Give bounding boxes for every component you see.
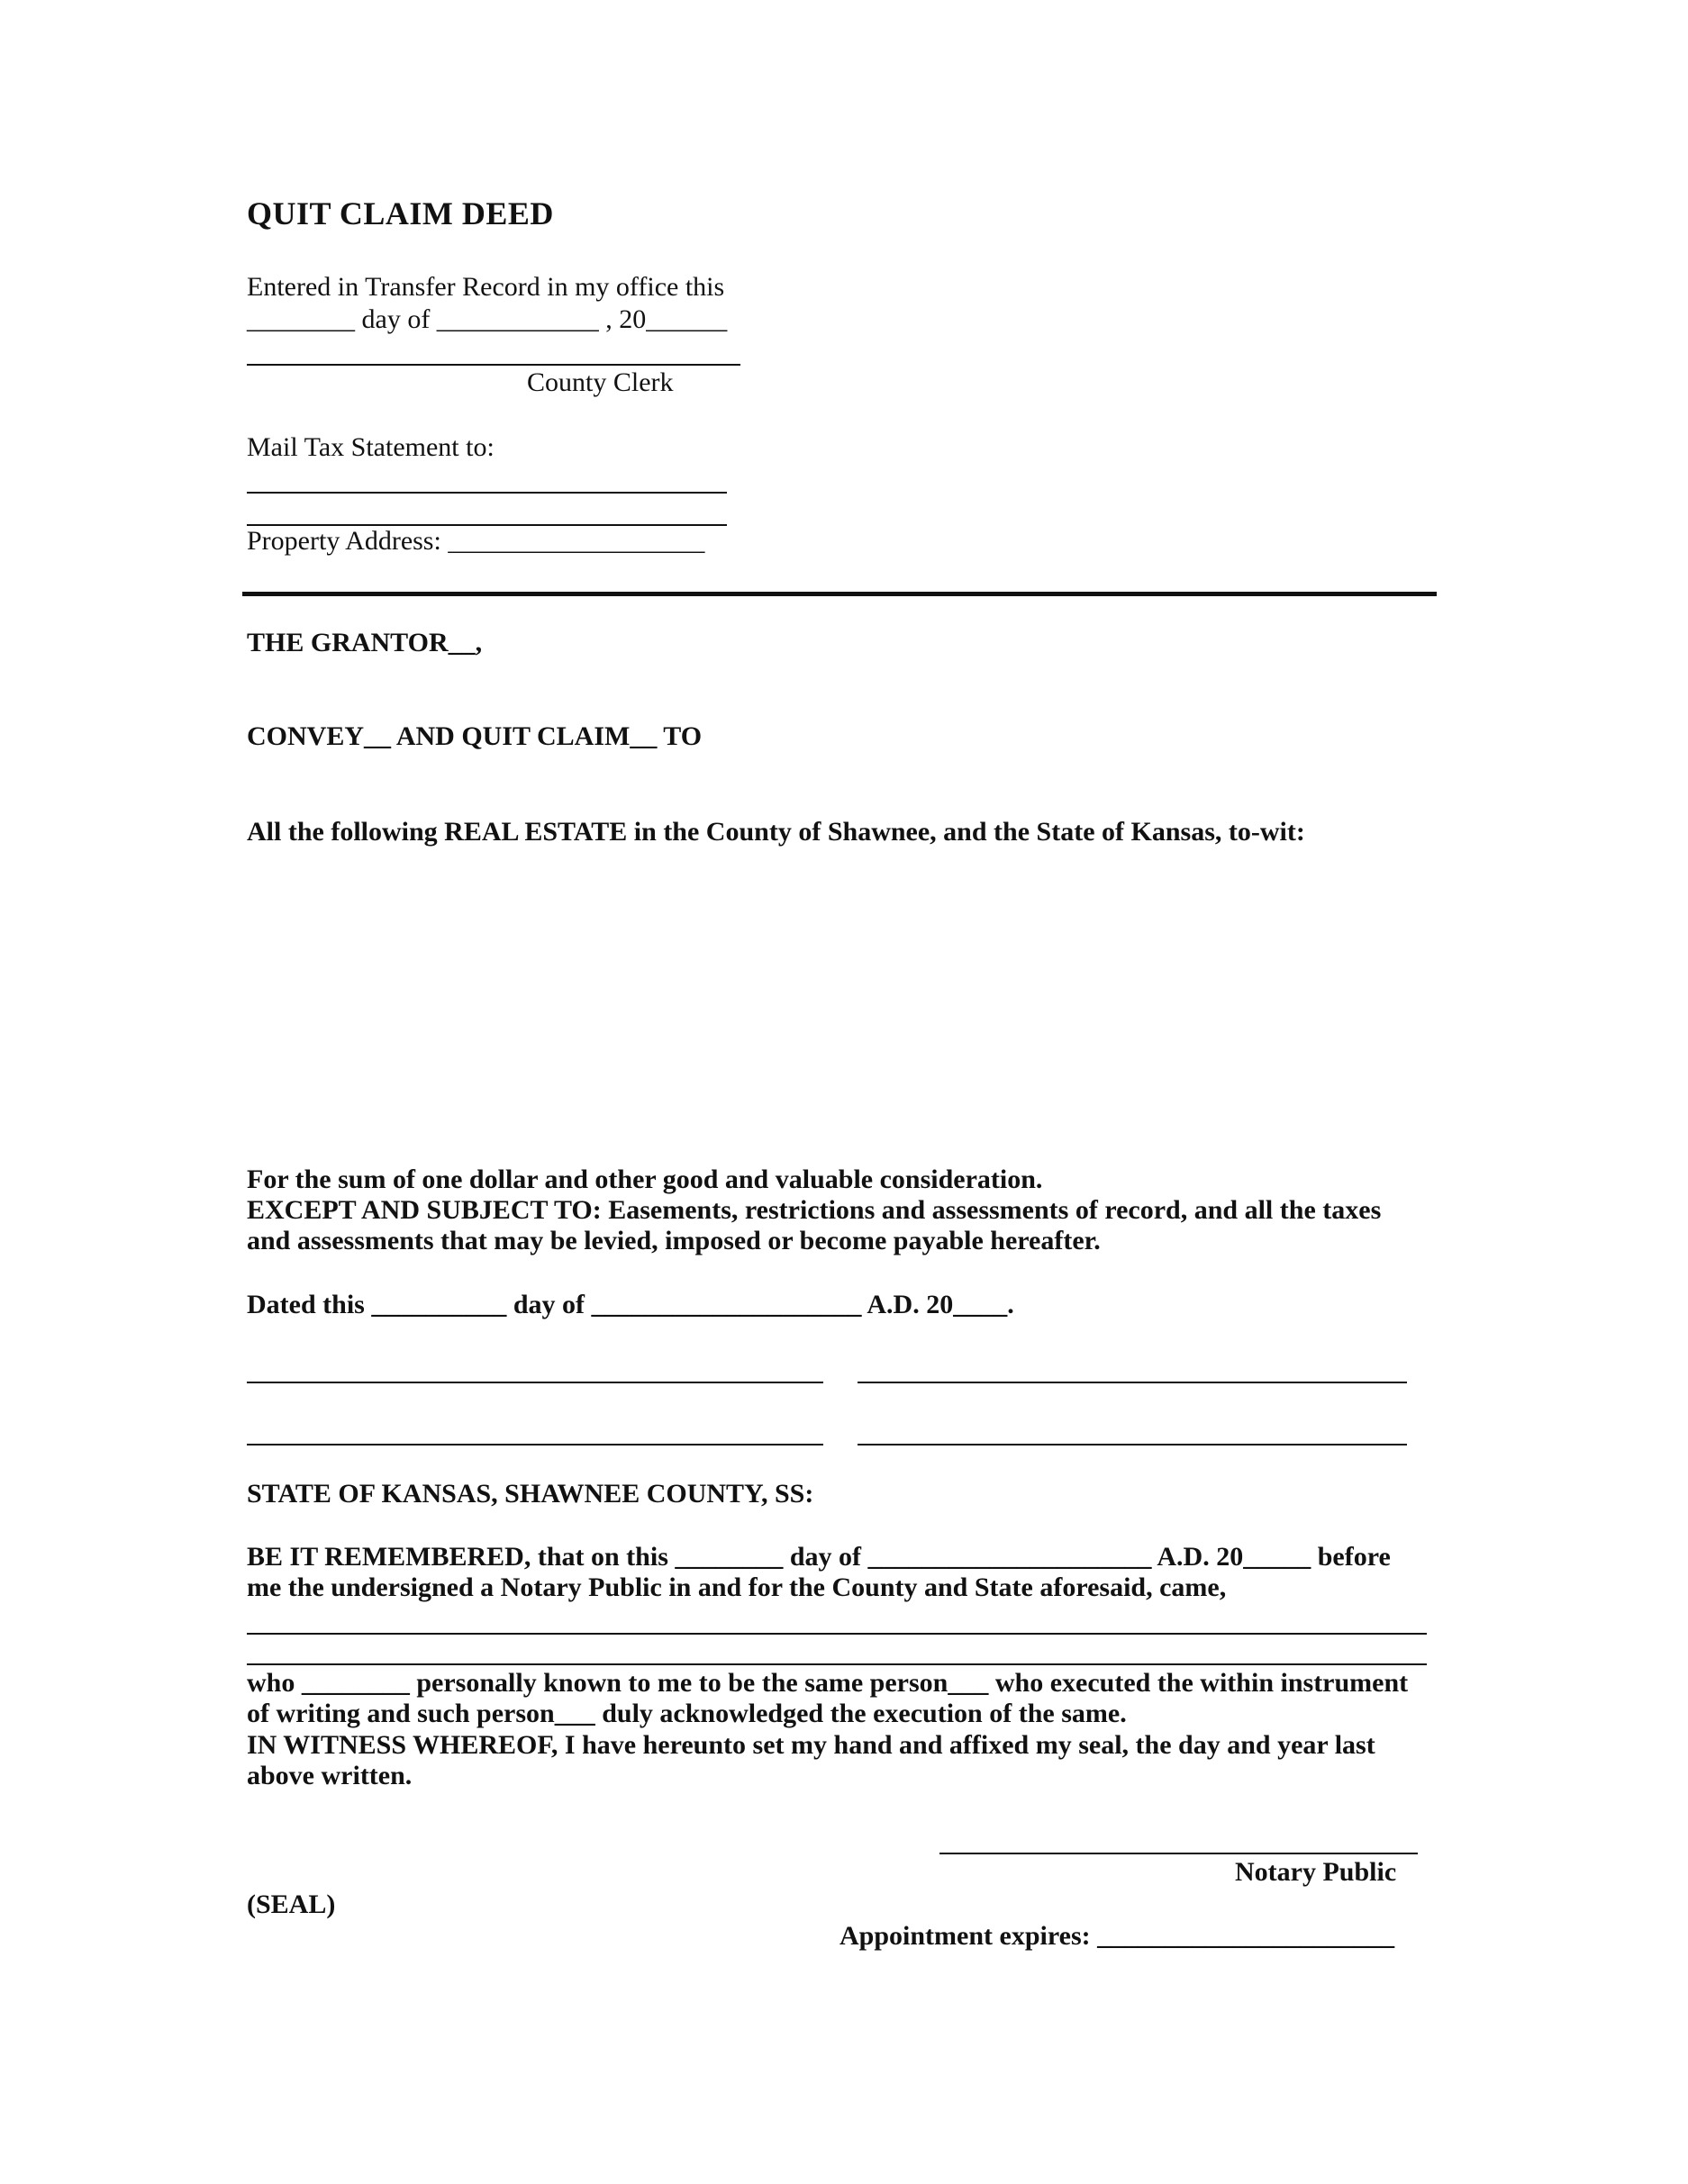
grantor-signature-line-2-left [247, 1444, 823, 1445]
be-it-remembered-line1: BE IT REMEMBERED, that on this ________ day of _____________________ A.D. 20_____ before [247, 1542, 1391, 1572]
in-witness-whereof-line1: IN WITNESS WHEREOF, I have hereunto set my hand and affixed my seal, the day and year last [247, 1730, 1375, 1760]
grantor-text: THE GRANTOR__, [247, 628, 483, 657]
in-witness-whereof-line2: above written. [247, 1761, 413, 1790]
state-county-heading: STATE OF KANSAS, SHAWNEE COUNTY, SS: [247, 1479, 814, 1509]
grantor-signature-line-1-right [858, 1382, 1407, 1383]
except-subject-to-line2: and assessments that may be levied, imposed or become payable hereafter. [247, 1226, 1101, 1255]
seal-label: (SEAL) [247, 1889, 336, 1919]
document-title: QUIT CLAIM DEED [247, 195, 554, 231]
notary-public-label: Notary Public [1235, 1857, 1397, 1887]
county-clerk-label: County Clerk [527, 367, 674, 397]
grantee-name-line-2 [247, 1663, 1427, 1665]
mail-tax-statement-label: Mail Tax Statement to: [247, 432, 495, 462]
convey-text: CONVEY__ AND QUIT CLAIM__ TO [247, 721, 703, 751]
grantor-signature-line-2-right [858, 1444, 1407, 1445]
personally-known-line: who ________ personally known to me to be the same person___ who executed the within instrument [247, 1668, 1409, 1698]
mail-tax-line-1 [247, 492, 727, 494]
grantor-signature-line-1-left [247, 1382, 823, 1383]
entered-in-transfer-record-text: Entered in Transfer Record in my office this [247, 272, 725, 302]
real-estate-description: All the following REAL ESTATE in the County of Shawnee, and the State of Kansas, to-wit: [247, 817, 1305, 847]
be-it-remembered-line2: me the undersigned a Notary Public in and for the County and State aforesaid, came, [247, 1572, 1227, 1602]
consideration-text: For the sum of one dollar and other good and valuable consideration. [247, 1164, 1043, 1194]
header-divider [242, 592, 1437, 596]
property-address-field: Property Address: ___________________ [247, 526, 705, 556]
entered-date-line: ________ day of ____________ , 20______ [247, 304, 728, 334]
county-clerk-signature-line [247, 364, 740, 366]
dated-line: Dated this __________ day of ____________________ A.D. 20____. [247, 1290, 1014, 1319]
except-subject-to-line1: EXCEPT AND SUBJECT TO: Easements, restrictions and assessments of record, and all the taxes [247, 1195, 1382, 1225]
grantee-name-line-1 [247, 1633, 1427, 1635]
notary-signature-line [939, 1853, 1418, 1854]
acknowledged-line: of writing and such person___ duly acknowledged the execution of the same. [247, 1699, 1127, 1728]
appointment-expires-line: Appointment expires: ______________________ [839, 1921, 1395, 1951]
